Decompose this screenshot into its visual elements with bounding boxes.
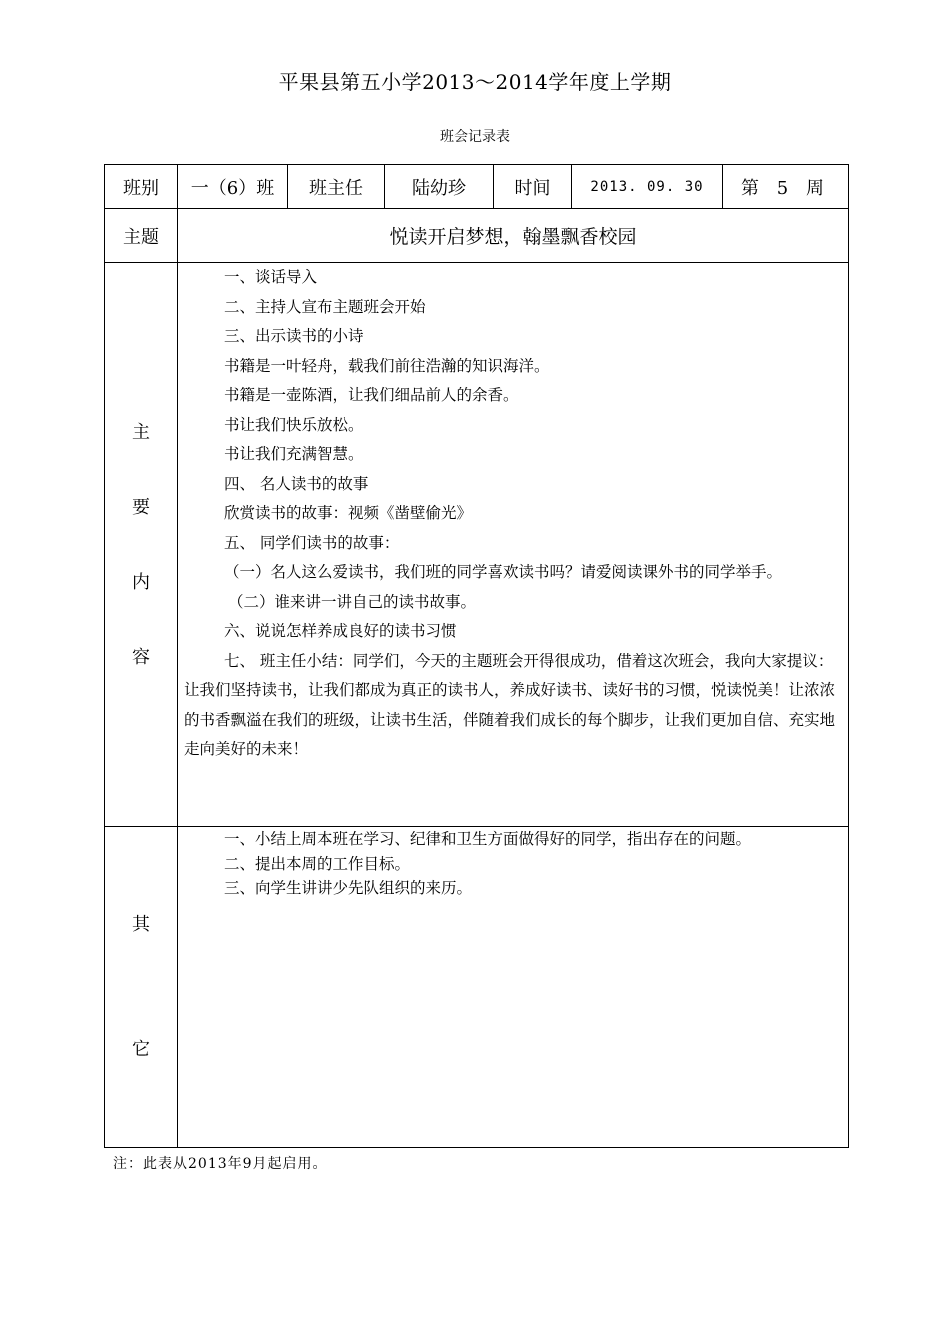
main-paragraph: 书籍是一壶陈酒，让我们细品前人的余香。 [224, 386, 519, 404]
main-content-body [178, 263, 849, 827]
teacher-value: 陆幼珍 [385, 165, 494, 209]
class-label: 班别 [105, 165, 178, 209]
time-label: 时间 [494, 165, 572, 209]
other-label-char: 它 [132, 1039, 150, 1060]
other-label-char: 其 [132, 914, 150, 935]
main-paragraph: 六、说说怎样养成良好的读书习惯 [224, 622, 457, 640]
main-paragraph: 欣赏读书的故事：视频《凿壁偷光》 [224, 504, 473, 522]
document-subtitle: 班会记录表 [440, 129, 510, 145]
main-paragraph: （一）名人这么爱读书，我们班的同学喜欢读书吗？请爱阅读课外书的同学举手。 [224, 563, 783, 581]
footnote: 注：此表从2013年9月起启用。 [113, 1156, 328, 1172]
main-label-char: 主 [132, 421, 150, 443]
main-paragraph: 书籍是一叶轻舟，载我们前往浩瀚的知识海洋。 [224, 356, 550, 375]
main-label-char: 内 [132, 571, 150, 593]
main-paragraph: 二、主持人宣布主题班会开始 [224, 297, 426, 316]
main-paragraph: 四、 名人读书的故事 [224, 474, 369, 493]
theme-row [105, 209, 849, 263]
document-title: 平果县第五小学2013～2014学年度上学期 [278, 70, 672, 94]
class-value: 一（6）班 [178, 165, 288, 209]
other-paragraph: 二、提出本周的工作目标。 [224, 854, 411, 873]
week-value: 第 5 周 [723, 165, 849, 209]
main-paragraph: 七、 班主任小结：同学们，今天的主题班会开得很成功，借着这次班会，我向大家提议：让我们坚持读书，让我们都成为真正的读书人，养成好读书、读好书的习惯，悦读悦美！让浓浓的书香飘溢在我们的班级，让读书生活，伴随着我们成长的每个脚步，让我们更加自信、充实地走向美好的未来！ [184, 651, 836, 758]
other-row [105, 827, 849, 1148]
teacher-label: 班主任 [288, 165, 385, 209]
main-paragraph: 书让我们快乐放松。 [224, 415, 364, 434]
main-label-char: 要 [132, 496, 150, 518]
other-paragraph: 三、向学生讲讲少先队组织的来历。 [224, 879, 473, 897]
main-paragraph: 一、谈话导入 [224, 268, 318, 286]
theme-label: 主题 [105, 209, 178, 263]
main-paragraph: （二）谁来讲一讲自己的读书故事。 [228, 592, 477, 611]
main-paragraph: 书让我们充满智慧。 [224, 445, 364, 463]
main-content-label [105, 263, 178, 827]
main-paragraph: 三、出示读书的小诗 [224, 327, 364, 345]
time-value: 2013. 09. 30 [572, 165, 723, 209]
other-content-body [178, 827, 849, 1148]
main-paragraph: 五、 同学们读书的故事： [224, 533, 400, 552]
main-label-char: 容 [132, 646, 150, 668]
class-meeting-record-table [104, 164, 849, 1148]
other-paragraph: 一、小结上周本班在学习、纪律和卫生方面做得好的同学，指出存在的问题。 [224, 830, 752, 848]
other-label [105, 827, 178, 1148]
theme-value: 悦读开启梦想，翰墨飘香校园 [178, 209, 849, 263]
header-row [105, 165, 849, 209]
main-content-row [105, 263, 849, 827]
